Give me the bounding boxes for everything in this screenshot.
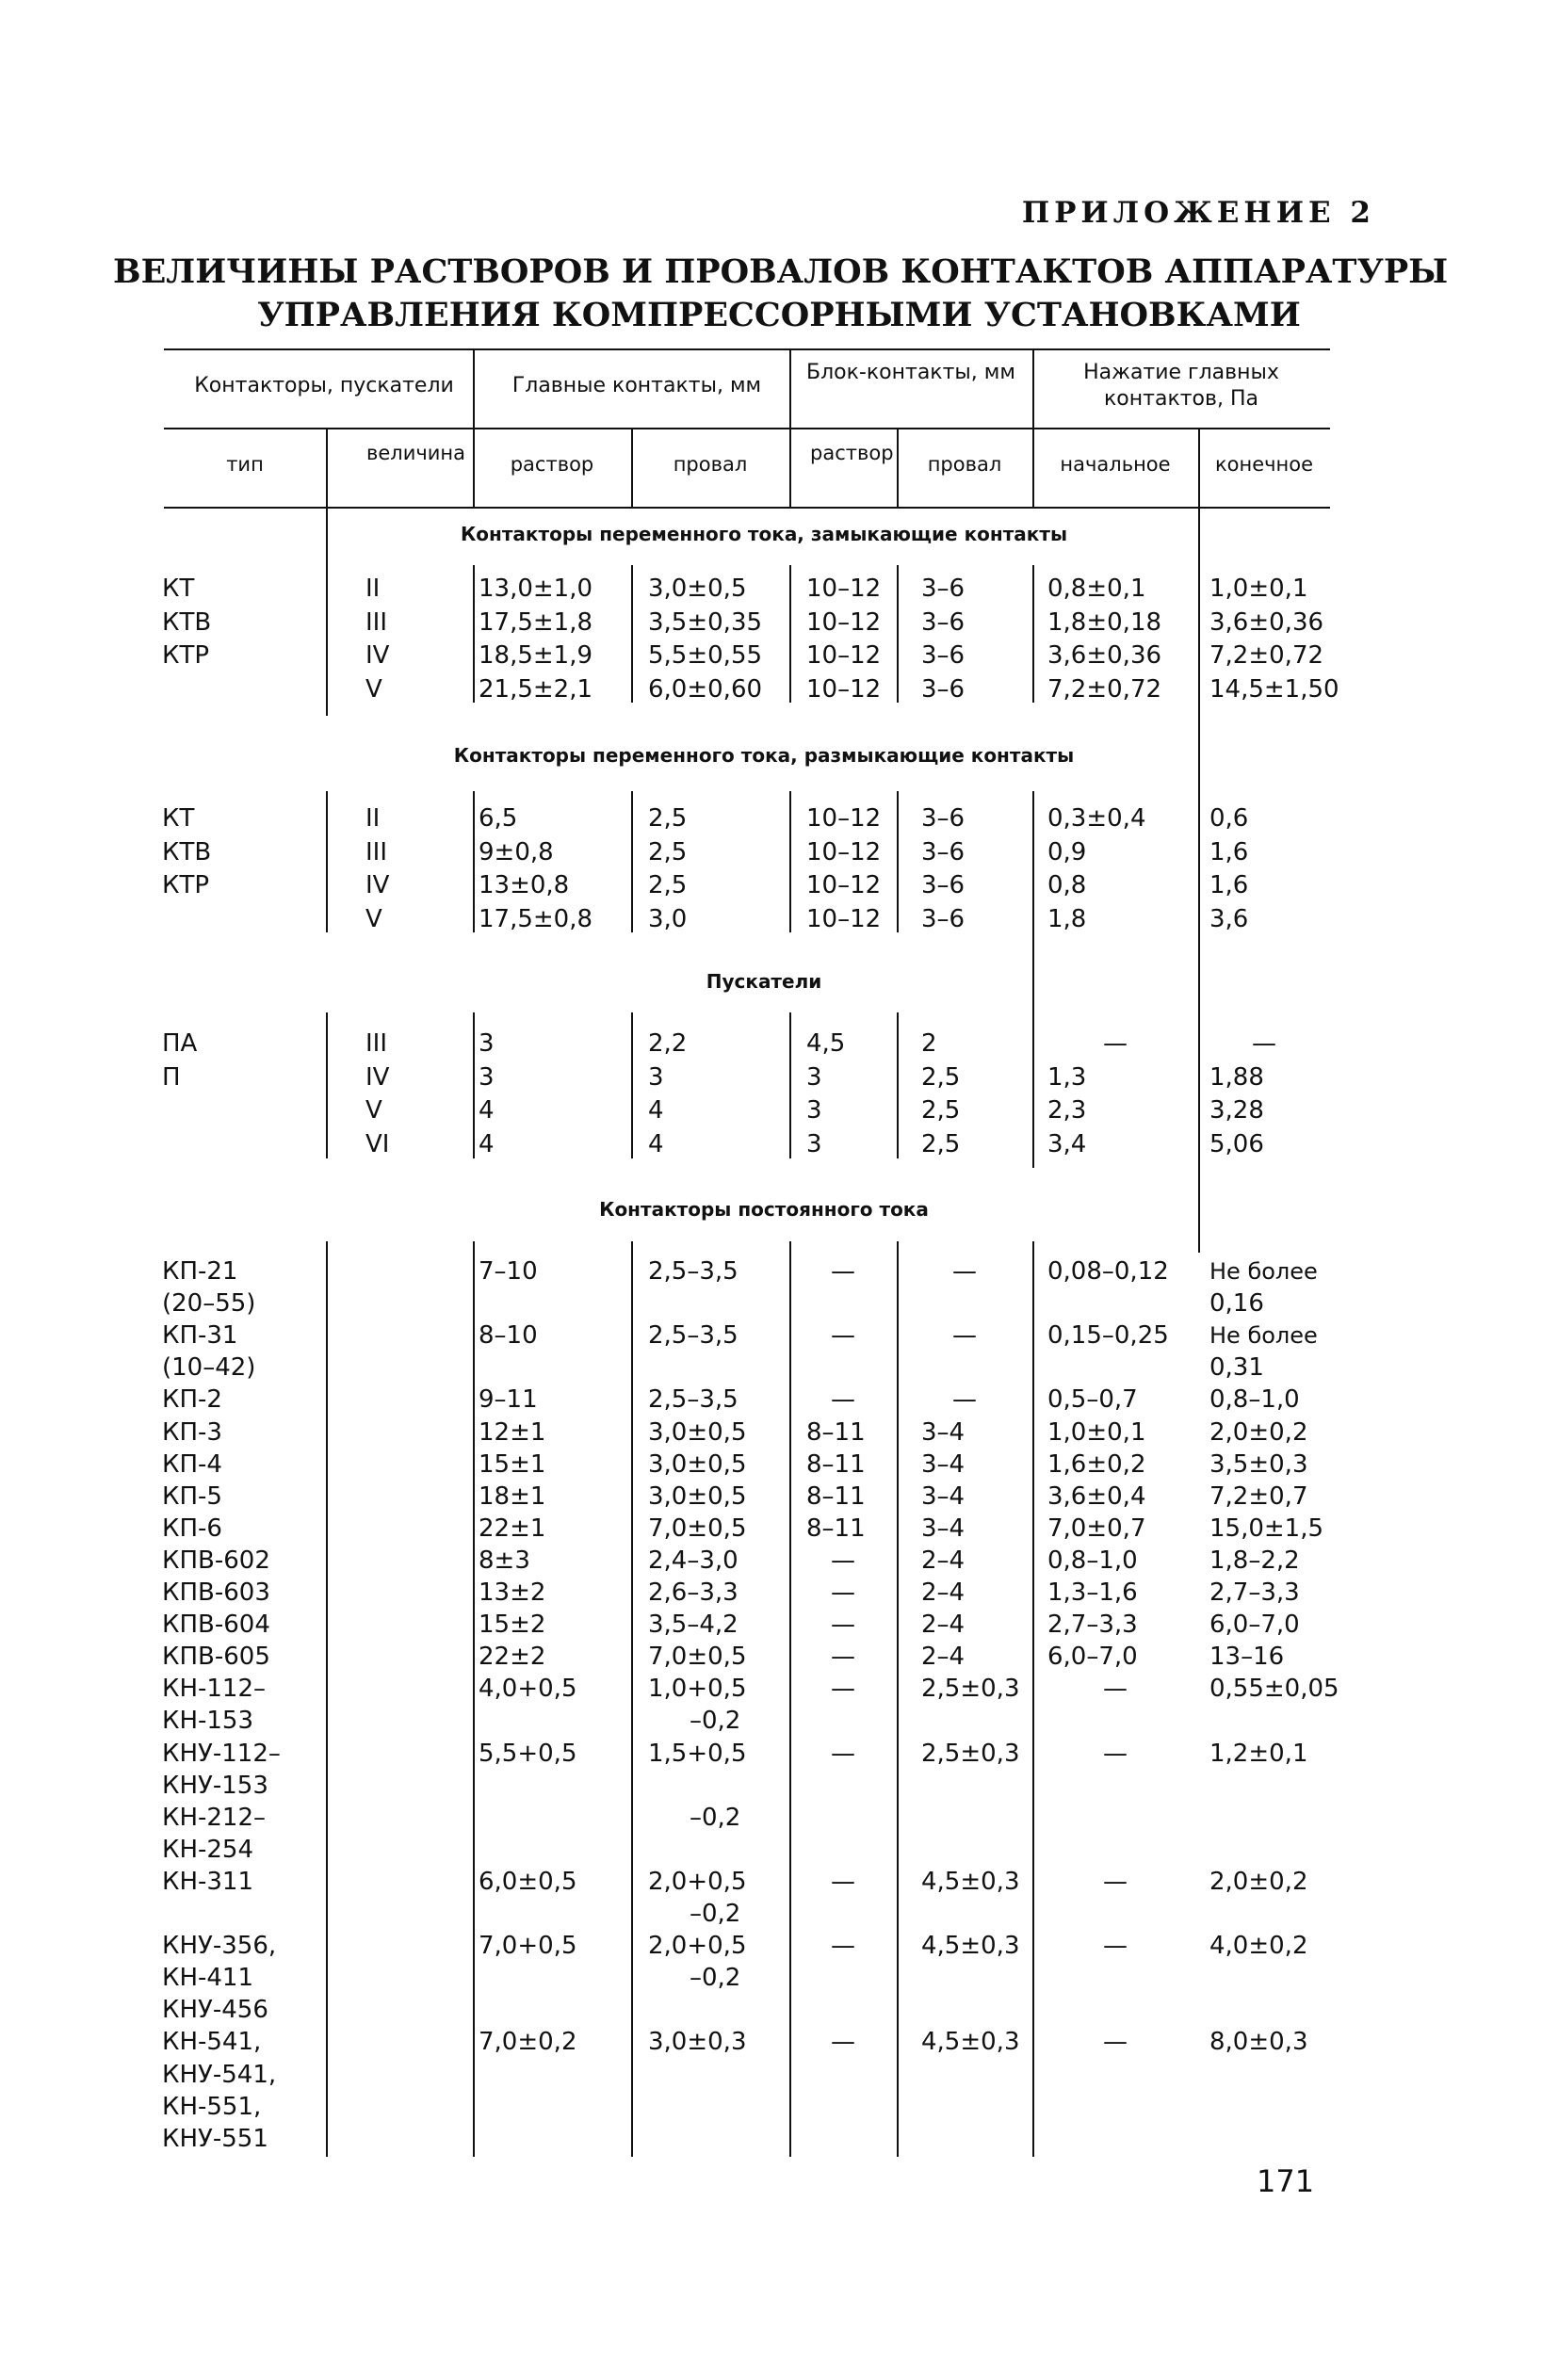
cell-p-init: 6,0–7,0 — [1047, 1643, 1138, 1672]
cell-p-init: 0,5–0,7 — [1047, 1385, 1138, 1415]
page-number: 171 — [1257, 2163, 1315, 2199]
cell-b-open: — — [831, 1579, 855, 1607]
cell-b-open: 8–11 — [806, 1481, 866, 1511]
cell-b-drop: 3–4 — [921, 1449, 966, 1479]
cell-b-drop: 4,5±0,3 — [921, 1867, 1020, 1896]
cell-p-init: 3,6±0,36 — [1047, 641, 1162, 670]
cell-m-drop: 3,0±0,5 — [648, 1481, 747, 1511]
grid-line — [326, 1012, 328, 1158]
cell-p-init: — — [1103, 1739, 1128, 1768]
cell-type: (20–55) — [162, 1289, 256, 1319]
cell-p-init: — — [1103, 1867, 1128, 1896]
cell-p-final: 2,0±0,2 — [1209, 1417, 1308, 1447]
cell-type: КПВ-602 — [162, 1546, 270, 1575]
cell-p-final: 0,16 — [1209, 1289, 1264, 1319]
cell-m-drop: 2,0+0,5 — [648, 1932, 747, 1961]
cell-b-drop: 2–4 — [921, 1611, 966, 1640]
cell-b-open: — — [831, 1643, 855, 1672]
cell-m-open: 3 — [479, 1029, 495, 1058]
cell-b-drop: — — [952, 1257, 977, 1286]
cell-size: V — [365, 904, 382, 933]
cell-p-final: 2,7–3,3 — [1209, 1579, 1300, 1607]
sub-header: провал — [927, 453, 1002, 476]
cell-p-final: 5,06 — [1209, 1129, 1264, 1158]
cell-type: КНУ-153 — [162, 1771, 268, 1800]
cell-type: КН-212– — [162, 1803, 267, 1832]
cell-b-drop: 2,5±0,3 — [921, 1675, 1020, 1704]
cell-m-drop: 4 — [648, 1096, 664, 1125]
cell-p-init: 2,7–3,3 — [1047, 1611, 1138, 1640]
cell-m-drop: 2,5–3,5 — [648, 1321, 738, 1351]
cell-type: КП-5 — [162, 1481, 222, 1511]
cell-p-init: 1,8±0,18 — [1047, 607, 1162, 637]
cell-b-open: 8–11 — [806, 1417, 866, 1447]
cell-b-open: 10–12 — [806, 904, 882, 933]
cell-type: КТВ — [162, 837, 212, 866]
cell-b-drop: 2–4 — [921, 1643, 966, 1672]
cell-p-init: 0,3±0,4 — [1047, 804, 1146, 833]
cell-b-drop: 3–6 — [921, 575, 966, 603]
grid-line — [789, 565, 791, 703]
sub-header: провал — [673, 453, 748, 476]
cell-p-final: 1,0±0,1 — [1209, 575, 1308, 603]
cell-p-final: Не более — [1209, 1258, 1318, 1285]
cell-type: КНУ-356, — [162, 1932, 277, 1961]
cell-m-drop: 1,5+0,5 — [648, 1739, 747, 1768]
cell-type: КТР — [162, 871, 210, 899]
cell-m-drop: 2,5 — [648, 871, 688, 899]
grid-line — [789, 1012, 791, 1158]
cell-m-open: 4,0+0,5 — [479, 1675, 577, 1704]
cell-b-drop: 3–6 — [921, 674, 966, 704]
grid-line — [789, 791, 791, 932]
grid-line — [326, 791, 328, 932]
cell-m-drop: 2,5–3,5 — [648, 1257, 738, 1286]
cell-b-drop: 3–6 — [921, 871, 966, 899]
section-title: Контакторы переменного тока, замыкающие контакты — [460, 523, 1068, 545]
cell-b-open: 10–12 — [806, 871, 882, 899]
cell-p-final: 1,8–2,2 — [1209, 1546, 1300, 1575]
cell-p-final: 6,0–7,0 — [1209, 1611, 1300, 1640]
cell-type: КНУ-541, — [162, 2060, 277, 2089]
cell-b-drop: 4,5±0,3 — [921, 1932, 1020, 1961]
cell-p-init: 2,3 — [1047, 1096, 1087, 1125]
cell-type: КПВ-604 — [162, 1611, 270, 1640]
cell-b-open: 10–12 — [806, 575, 882, 603]
cell-p-final: 1,6 — [1209, 871, 1249, 899]
sub-header: раствор — [510, 453, 594, 476]
cell-p-final: 0,8–1,0 — [1209, 1385, 1300, 1415]
cell-p-final: 3,6±0,36 — [1209, 607, 1324, 637]
cell-b-open: — — [831, 1739, 855, 1768]
cell-m-drop: 3,0±0,5 — [648, 1449, 747, 1479]
grid-line — [473, 1241, 475, 2157]
cell-m-open: 12±1 — [479, 1417, 546, 1447]
cell-m-open: 6,5 — [479, 804, 518, 833]
cell-size: IV — [365, 1062, 390, 1092]
cell-type: КН-254 — [162, 1835, 254, 1864]
cell-type: (10–42) — [162, 1353, 256, 1383]
cell-p-final: 3,6 — [1209, 904, 1249, 933]
cell-type: КН-112– — [162, 1675, 267, 1704]
cell-b-open: 8–11 — [806, 1514, 866, 1543]
cell-size: III — [365, 607, 388, 637]
cell-b-drop: 2–4 — [921, 1546, 966, 1575]
cell-b-open: — — [831, 1321, 855, 1351]
cell-type: КНУ-112– — [162, 1739, 281, 1768]
cell-b-drop: 3–6 — [921, 837, 966, 866]
cell-p-final: Не более — [1209, 1322, 1318, 1350]
cell-b-open: 3 — [806, 1096, 822, 1125]
cell-type: КН-153 — [162, 1707, 254, 1736]
cell-size: VI — [365, 1129, 390, 1158]
cell-size: II — [365, 804, 381, 833]
sub-header: величина — [366, 442, 466, 464]
grid-line — [897, 791, 899, 932]
group-header: Нажатие главных контактов, Па — [1083, 361, 1279, 411]
grid-line — [473, 565, 475, 703]
cell-m-open: 13,0±1,0 — [479, 575, 593, 603]
cell-p-final: 7,2±0,72 — [1209, 641, 1324, 670]
cell-type: П — [162, 1062, 181, 1092]
cell-m-open: 18,5±1,9 — [479, 641, 593, 670]
grid-line — [897, 1012, 899, 1158]
cell-p-final: 0,55±0,05 — [1209, 1675, 1339, 1704]
cell-m-drop: 7,0±0,5 — [648, 1514, 747, 1543]
grid-line — [631, 1012, 633, 1158]
cell-m-drop: 3,0±0,3 — [648, 2028, 747, 2057]
cell-p-final: 4,0±0,2 — [1209, 1932, 1308, 1961]
cell-m-drop: 2,2 — [648, 1029, 688, 1058]
grid-line — [473, 791, 475, 932]
cell-m-open: 17,5±1,8 — [479, 607, 593, 637]
cell-b-open: 10–12 — [806, 837, 882, 866]
cell-type: КП-21 — [162, 1257, 238, 1286]
cell-m-open: 13±2 — [479, 1579, 546, 1607]
cell-type: КП-31 — [162, 1321, 238, 1351]
grid-line — [631, 791, 633, 932]
cell-m-open: 7–10 — [479, 1257, 538, 1286]
cell-m-drop: 2,4–3,0 — [648, 1546, 738, 1575]
cell-type: КТ — [162, 804, 195, 833]
cell-m-drop: 6,0±0,60 — [648, 674, 763, 704]
cell-p-final: 0,6 — [1209, 804, 1249, 833]
cell-p-init: 7,2±0,72 — [1047, 674, 1162, 704]
cell-m-open: 4 — [479, 1129, 495, 1158]
cell-m-open: 8–10 — [479, 1321, 538, 1351]
cell-p-init: — — [1103, 1932, 1128, 1961]
cell-m-drop: 2,5 — [648, 804, 688, 833]
cell-p-init: 0,9 — [1047, 837, 1087, 866]
cell-type: КН-541, — [162, 2028, 262, 2057]
cell-p-init: 0,8 — [1047, 871, 1087, 899]
cell-m-drop: –0,2 — [690, 1964, 741, 1993]
cell-m-open: 21,5±2,1 — [479, 674, 593, 704]
cell-b-drop: 3–6 — [921, 641, 966, 670]
title-line-2: УПРАВЛЕНИЯ КОМПРЕССОРНЫМИ УСТАНОВКАМИ — [257, 296, 1301, 334]
cell-m-drop: 3,0±0,5 — [648, 1417, 747, 1447]
cell-size: II — [365, 575, 381, 603]
cell-p-final: 13–16 — [1209, 1643, 1285, 1672]
cell-size: IV — [365, 871, 390, 899]
grid-line — [473, 1012, 475, 1158]
cell-b-open: — — [831, 2028, 855, 2057]
cell-p-init: 1,3 — [1047, 1062, 1087, 1092]
header-divider-sub-0 — [326, 428, 328, 507]
cell-m-drop: –0,2 — [690, 1803, 741, 1832]
cell-p-init: 0,08–0,12 — [1047, 1257, 1169, 1286]
cell-m-open: 7,0±0,2 — [479, 2028, 577, 2057]
cell-type: КП-2 — [162, 1385, 222, 1415]
cell-b-open: — — [831, 1611, 855, 1640]
group-header: Блок-контакты, мм — [806, 361, 1015, 384]
cell-type: КТВ — [162, 607, 212, 637]
cell-b-open: — — [831, 1546, 855, 1575]
cell-p-init: — — [1103, 2028, 1128, 2057]
cell-p-final: 14,5±1,50 — [1209, 674, 1339, 704]
cell-m-open: 7,0+0,5 — [479, 1932, 577, 1961]
cell-m-drop: 2,5–3,5 — [648, 1385, 738, 1415]
section-title: Контакторы постоянного тока — [599, 1198, 929, 1221]
cell-size: IV — [365, 641, 390, 670]
cell-p-init: 3,6±0,4 — [1047, 1481, 1146, 1511]
cell-m-open: 22±2 — [479, 1643, 546, 1672]
grid-line — [897, 1241, 899, 2157]
cell-size: III — [365, 1029, 388, 1058]
cell-type: КПВ-603 — [162, 1579, 270, 1607]
grid-line — [897, 565, 899, 703]
cell-b-drop: 3–6 — [921, 804, 966, 833]
header-rule-mid — [164, 428, 1330, 429]
cell-m-open: 3 — [479, 1062, 495, 1092]
section-title: Пускатели — [706, 970, 822, 993]
cell-size: III — [365, 837, 388, 866]
cell-p-final: 3,28 — [1209, 1096, 1264, 1125]
cell-type: ПА — [162, 1029, 198, 1058]
cell-b-drop: 3–4 — [921, 1417, 966, 1447]
cell-m-open: 5,5+0,5 — [479, 1739, 577, 1768]
section-title: Контакторы переменного тока, размыкающие контакты — [453, 744, 1075, 767]
cell-type: КНУ-456 — [162, 1996, 268, 2025]
cell-type: КН-311 — [162, 1867, 254, 1896]
cell-b-drop: 2–4 — [921, 1579, 966, 1607]
cell-p-init: — — [1103, 1675, 1128, 1704]
cell-p-init: 1,3–1,6 — [1047, 1579, 1138, 1607]
cell-p-final: — — [1252, 1029, 1276, 1058]
cell-b-open: 3 — [806, 1129, 822, 1158]
cell-b-open: — — [831, 1385, 855, 1415]
cell-b-open: — — [831, 1867, 855, 1896]
cell-m-drop: 4 — [648, 1129, 664, 1158]
cell-p-final: 1,88 — [1209, 1062, 1264, 1092]
cell-p-init: 1,6±0,2 — [1047, 1449, 1146, 1479]
sub-header: раствор — [810, 442, 894, 464]
cell-b-open: 3 — [806, 1062, 822, 1092]
cell-p-init: 7,0±0,7 — [1047, 1514, 1146, 1543]
cell-type: КПВ-605 — [162, 1643, 270, 1672]
cell-type: КН-411 — [162, 1964, 254, 1993]
cell-m-drop: 1,0+0,5 — [648, 1675, 747, 1704]
cell-p-final: 1,6 — [1209, 837, 1249, 866]
cell-p-final: 2,0±0,2 — [1209, 1867, 1308, 1896]
cell-m-open: 9–11 — [479, 1385, 538, 1415]
cell-m-open: 8±3 — [479, 1546, 530, 1575]
cell-m-open: 18±1 — [479, 1481, 546, 1511]
cell-m-open: 13±0,8 — [479, 871, 570, 899]
sub-header: конечное — [1214, 453, 1314, 476]
grid-line — [631, 1241, 633, 2157]
sub-header: начальное — [1060, 453, 1171, 476]
cell-type: КНУ-551 — [162, 2124, 268, 2153]
cell-p-init: 1,0±0,1 — [1047, 1417, 1146, 1447]
page-title — [113, 251, 1449, 337]
cell-m-drop: 2,0+0,5 — [648, 1867, 747, 1896]
cell-b-drop: 2 — [921, 1029, 937, 1058]
cell-p-init: 1,8 — [1047, 904, 1087, 933]
cell-p-init: 0,8±0,1 — [1047, 575, 1146, 603]
cell-p-final: 0,31 — [1209, 1353, 1264, 1383]
cell-m-open: 9±0,8 — [479, 837, 554, 866]
cell-m-drop: 3,5±0,35 — [648, 607, 763, 637]
grid-line — [1032, 565, 1034, 703]
cell-size: V — [365, 1096, 382, 1125]
cell-b-open: — — [831, 1257, 855, 1286]
cell-b-open: 4,5 — [806, 1029, 846, 1058]
cell-b-open: 10–12 — [806, 674, 882, 704]
cell-m-drop: 2,5 — [648, 837, 688, 866]
cell-p-final: 8,0±0,3 — [1209, 2028, 1308, 2057]
cell-b-open: 10–12 — [806, 804, 882, 833]
cell-m-drop: 2,6–3,3 — [648, 1579, 738, 1607]
cell-p-init: 3,4 — [1047, 1129, 1087, 1158]
cell-b-drop: 2,5 — [921, 1129, 961, 1158]
cell-p-final: 3,5±0,3 — [1209, 1449, 1308, 1479]
cell-m-open: 22±1 — [479, 1514, 546, 1543]
grid-line — [326, 1241, 328, 2157]
cell-m-open: 15±1 — [479, 1449, 546, 1479]
group-header: Контакторы, пускатели — [194, 374, 454, 397]
header-rule-top — [164, 348, 1330, 350]
grid-line — [631, 565, 633, 703]
cell-size: V — [365, 674, 382, 704]
cell-m-open: 17,5±0,8 — [479, 904, 593, 933]
grid-line — [1198, 507, 1200, 1253]
cell-m-drop: –0,2 — [690, 1900, 741, 1928]
cell-p-init: — — [1103, 1029, 1128, 1058]
cell-b-drop: — — [952, 1321, 977, 1351]
group-header: Главные контакты, мм — [511, 374, 762, 397]
cell-b-open: 8–11 — [806, 1449, 866, 1479]
cell-b-drop: 2,5 — [921, 1062, 961, 1092]
cell-b-open: — — [831, 1675, 855, 1704]
cell-b-drop: 3–4 — [921, 1481, 966, 1511]
cell-b-drop: 4,5±0,3 — [921, 2028, 1020, 2057]
cell-b-drop: 2,5 — [921, 1096, 961, 1125]
cell-p-init: 0,8–1,0 — [1047, 1546, 1138, 1575]
header-divider-sub-3 — [789, 428, 791, 507]
cell-type: КП-6 — [162, 1514, 222, 1543]
cell-b-open: 10–12 — [806, 641, 882, 670]
cell-b-drop: 3–6 — [921, 904, 966, 933]
cell-type: КП-3 — [162, 1417, 222, 1447]
title-line-1: ВЕЛИЧИНЫ РАСТВОРОВ И ПРОВАЛОВ КОНТАКТОВ АППАРАТУРЫ — [113, 252, 1449, 291]
cell-m-open: 4 — [479, 1096, 495, 1125]
cell-m-drop: 7,0±0,5 — [648, 1643, 747, 1672]
header-rule-bottom — [164, 507, 1330, 509]
cell-b-open: 10–12 — [806, 607, 882, 637]
cell-type: КП-4 — [162, 1449, 222, 1479]
cell-b-drop: 2,5±0,3 — [921, 1739, 1020, 1768]
cell-type: КТР — [162, 641, 210, 670]
cell-m-open: 15±2 — [479, 1611, 546, 1640]
cell-p-final: 1,2±0,1 — [1209, 1739, 1308, 1768]
cell-p-final: 7,2±0,7 — [1209, 1481, 1308, 1511]
cell-b-drop: — — [952, 1385, 977, 1415]
cell-m-drop: 3,0 — [648, 904, 688, 933]
cell-m-drop: –0,2 — [690, 1707, 741, 1736]
appendix-label: ПРИЛОЖЕНИЕ 2 — [1021, 196, 1375, 230]
cell-p-init: 0,15–0,25 — [1047, 1321, 1169, 1351]
sub-header: тип — [226, 453, 264, 476]
cell-type: КТ — [162, 575, 195, 603]
cell-b-open: — — [831, 1932, 855, 1961]
cell-type: КН-551, — [162, 2092, 262, 2121]
cell-m-drop: 3,0±0,5 — [648, 575, 747, 603]
cell-p-final: 15,0±1,5 — [1209, 1514, 1324, 1543]
cell-b-drop: 3–4 — [921, 1514, 966, 1543]
cell-b-drop: 3–6 — [921, 607, 966, 637]
cell-m-drop: 3 — [648, 1062, 664, 1092]
cell-m-drop: 3,5–4,2 — [648, 1611, 738, 1640]
cell-m-drop: 5,5±0,55 — [648, 641, 763, 670]
cell-m-open: 6,0±0,5 — [479, 1867, 577, 1896]
